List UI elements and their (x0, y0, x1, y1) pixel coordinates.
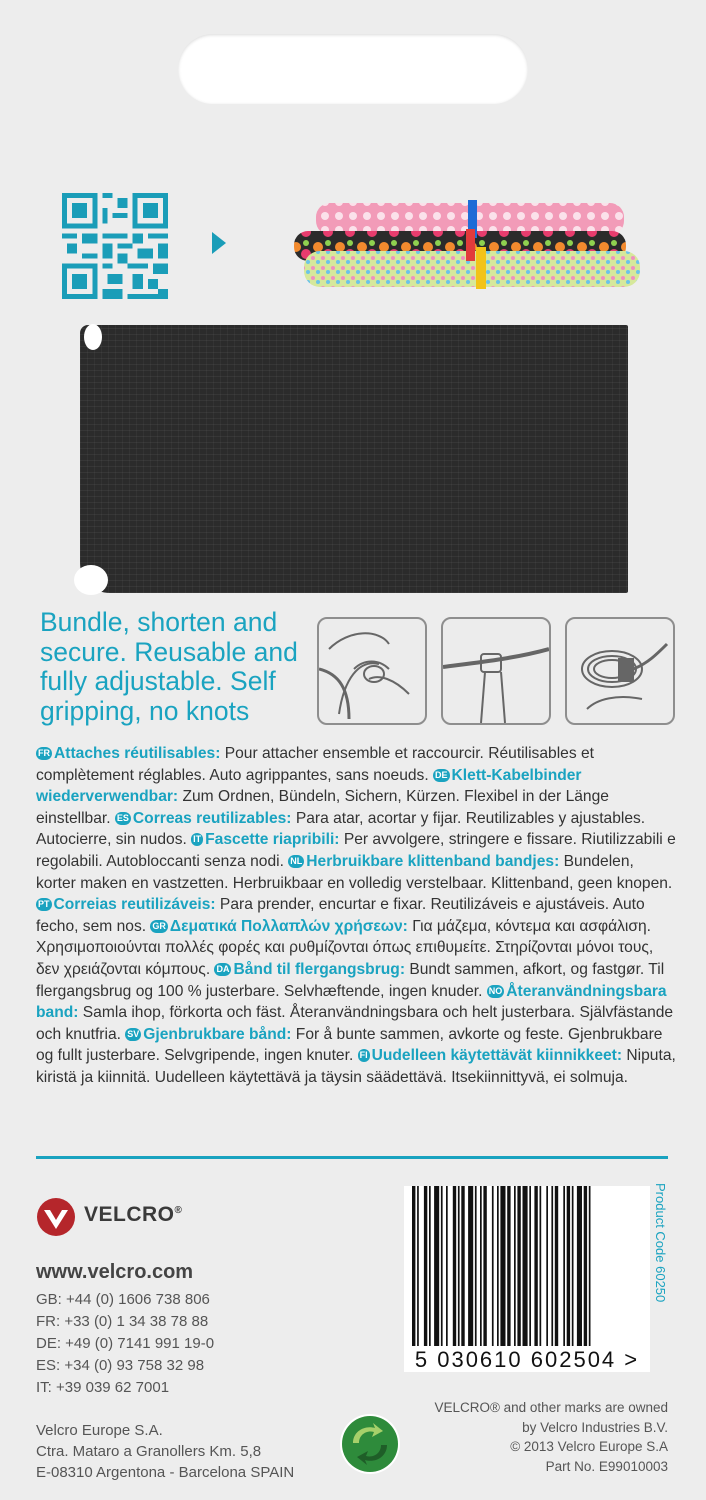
tagline-line: Bundle, shorten and (40, 607, 278, 637)
lang-title: Uudelleen käytettävät kiinnikkeet: (371, 1047, 623, 1065)
lang-title: Δεματικά Πολλαπλών χρήσεων: (169, 917, 408, 935)
lang-badge: FR (38, 748, 50, 758)
lang-title: Klett-Kabelbinder wiederverwendbar: (36, 766, 582, 806)
lang-body: Samla ihop, förkorta och fäst. Återanvändningsbara och helt justerbara. Självfästande och knutfria. (36, 1004, 674, 1043)
lang-body: Niputa, kiristä ja kiinnitä. Uudelleen käytettävä ja täysin säädettävä. Itsekiinnittyvä, ei solmuja. (36, 1047, 676, 1086)
barcode-bar (492, 1186, 494, 1346)
company-address (36, 1420, 294, 1483)
product-code: Product Code 60250 (653, 1183, 668, 1303)
barcode-bar (458, 1186, 460, 1346)
barcode-bar (563, 1186, 565, 1346)
lang-badge: FI (359, 1050, 368, 1061)
legal-line: Part No. E99010003 (545, 1458, 668, 1474)
lang-title: Gjenbrukbare bånd: (143, 1025, 292, 1043)
lang-body: Para prender, encurtar e fixar. Reutilizáveis e ajustáveis. Auto fecho, sem nos. (36, 896, 645, 935)
barcode-bar (434, 1186, 439, 1346)
barcode-bar (517, 1186, 520, 1346)
multilingual-description (36, 743, 676, 1089)
lang-badge: PT (38, 899, 50, 910)
strap-cutout (84, 324, 102, 350)
usage-illustration-bundle (317, 617, 427, 725)
velcro-strap-product (80, 325, 628, 593)
lang-badge: NO (488, 985, 503, 996)
lang-body: Για μάζεμα, κόντεμα και ασφάλιση. Χρησιμοποιούνται πολλές φορές και ρυθμίζονται όπως επιθυμείτε. Στηρίζονται μόνοι τους, δεν χρειάζονται κόμπους. (36, 917, 654, 978)
legal-notice (434, 1398, 668, 1476)
lang-title: Herbruikbare klittenband bandjes: (306, 852, 560, 870)
barcode-bar (551, 1186, 553, 1346)
barcode-bar (497, 1186, 499, 1346)
barcode-number: 5 030610 602504 > (414, 1347, 640, 1372)
barcode-bar (475, 1186, 477, 1346)
lang-title: Correas reutilizables: (132, 809, 292, 827)
lang-body: Pour attacher ensemble et raccourcir. Réutilisables et complètement réglables. Auto agrippantes, sans noeuds. (36, 745, 594, 784)
address-line: E-08310 Argentona - Barcelona SPAIN (36, 1464, 295, 1481)
barcode-bar (555, 1186, 558, 1346)
usage-illustration-coil (565, 617, 675, 725)
barcode-bar (412, 1186, 415, 1346)
barcode-bar (468, 1186, 473, 1346)
wrapped-rolls-image (290, 195, 642, 295)
barcode-bar (546, 1186, 548, 1346)
brand-name: VELCRO® (84, 1203, 183, 1226)
barcode-bar (461, 1186, 464, 1346)
phone-item: ES: +34 (0) 93 758 32 98 (36, 1357, 205, 1374)
barcode-bar (523, 1186, 528, 1346)
barcode-bar (572, 1186, 574, 1346)
barcode-bar (534, 1186, 537, 1346)
divider (36, 1156, 668, 1159)
tagline-line: gripping, no knots (40, 695, 250, 726)
phone-item: IT: +39 039 62 7001 (36, 1379, 170, 1396)
lang-title: Bånd til flergangsbrug: (233, 960, 406, 978)
lang-body: Bundt sammen, afkort, og fastgør. Til flergangsbrug og 100 % justerbare. Selvhæftende, ingen knuder. (36, 960, 665, 1000)
lang-title: Återanvändningsbara band: (36, 982, 667, 1022)
legal-line: VELCRO® and other marks are owned (434, 1400, 668, 1415)
hang-hole (178, 34, 528, 104)
lang-badge: NL (290, 855, 303, 866)
strap-cutout (74, 565, 108, 595)
barcode-bar (441, 1186, 443, 1346)
tagline-line: secure. Reusable and (40, 636, 298, 667)
lang-body: Per avvolgere, stringere e fissare. Riutilizzabili e regolabili. Autobloccanti senza nodi. (36, 831, 676, 870)
phone-list (36, 1289, 214, 1399)
velcro-logo-icon (36, 1196, 76, 1238)
usage-illustration-wrap (441, 617, 551, 725)
lang-body: For å bunte sammen, avkorte og feste. Gjenbrukbare og fullt justerbare. Selvgripende, ingen knuter. (36, 1025, 663, 1065)
barcode-bar (507, 1186, 510, 1346)
barcode-bar (446, 1186, 448, 1346)
lang-badge: DA (216, 963, 230, 974)
tagline (40, 608, 310, 726)
barcode (404, 1186, 650, 1372)
barcode-bar (453, 1186, 456, 1346)
barcode-bar (584, 1186, 587, 1346)
barcode-bar (567, 1186, 570, 1346)
barcode-bar (540, 1186, 542, 1346)
tagline-line: fully adjustable. Self (40, 666, 276, 696)
barcode-bars (404, 1186, 650, 1346)
legal-line: by Velcro Industries B.V. (522, 1419, 668, 1435)
lang-badge: ES (116, 812, 129, 823)
barcode-bar (577, 1186, 582, 1346)
phone-item: GB: +44 (0) 1606 738 806 (36, 1291, 210, 1308)
lang-badge: GR (152, 920, 166, 931)
barcode-bar (514, 1186, 516, 1346)
address-line: Velcro Europe S.A. (36, 1422, 163, 1439)
lang-title: Attaches réutilisables: (54, 745, 221, 762)
website-link[interactable]: www.velcro.com (36, 1261, 194, 1283)
barcode-bar (417, 1186, 419, 1346)
lang-badge: DE (435, 769, 448, 780)
lang-badge: IT (193, 834, 202, 845)
barcode-bar (500, 1186, 505, 1346)
barcode-bar (589, 1186, 591, 1346)
green-dot-recycle-icon (339, 1413, 401, 1475)
barcode-bar (480, 1186, 482, 1346)
barcode-bar (529, 1186, 531, 1346)
arrow-right-icon (212, 232, 226, 254)
lang-title: Fascette riapribili: (205, 831, 340, 849)
phone-item: DE: +49 (0) 7141 991 19-0 (36, 1335, 215, 1352)
barcode-bar (483, 1186, 486, 1346)
barcode-bar (429, 1186, 431, 1346)
lang-body: Zum Ordnen, Bündeln, Sichern, Kürzen. Flexibel in der Länge einstellbar. (36, 788, 609, 827)
qr-code-icon (62, 193, 168, 299)
lang-body: Bundelen, korter maken en vastzetten. Herbruikbaar en volledig verstelbaar. Klittenband, geen knopen. (36, 852, 673, 892)
address-line: Ctra. Mataro a Granollers Km. 5,8 (36, 1443, 262, 1460)
lang-body: Para atar, acortar y fijar. Reutilizables y ajustables. Autocierre, sin nudos. (36, 809, 646, 849)
phone-item: FR: +33 (0) 1 34 38 78 88 (36, 1313, 209, 1330)
lang-title: Correias reutilizáveis: (53, 896, 216, 914)
barcode-bar (424, 1186, 427, 1346)
legal-line: © 2013 Velcro Europe S.A (510, 1439, 668, 1454)
lang-badge: SV (127, 1028, 140, 1039)
